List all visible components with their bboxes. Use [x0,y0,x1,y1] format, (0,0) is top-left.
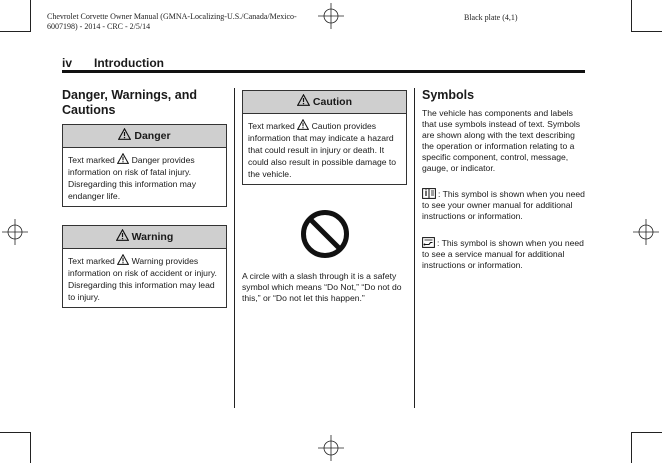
symbols-title: Symbols [422,88,475,102]
caution-box-header [243,91,406,114]
print-header-line1: Chevrolet Corvette Owner Manual (GMNA-Localizing-U.S./Canada/Mexico- [47,12,297,21]
caution-box [242,90,407,185]
warning-triangle-icon [117,254,129,265]
registration-mark-icon [2,219,28,245]
section-title: Introduction [94,56,164,70]
caution-box-body [243,114,406,184]
warning-triangle-icon [118,128,131,140]
crop-mark [0,432,30,433]
danger-box-body [63,148,226,206]
crop-mark [30,432,31,463]
left-column-heading [62,88,230,118]
crop-mark [631,0,632,32]
service-manual-icon [422,237,435,248]
crop-mark [0,31,30,32]
crop-mark [30,0,31,32]
column-divider [234,88,235,408]
section-rule [62,70,585,73]
warning-triangle-icon [117,153,129,164]
service-manual-symbol-note [422,237,587,271]
page-number: iv [62,56,73,70]
warning-text: Warning provides information on risk of accident or injury. Disregarding this information may lead to injury. [68,256,217,302]
print-header [47,12,297,32]
warning-triangle-icon [116,229,129,241]
text-prefix: Text marked [248,121,295,131]
crop-mark [632,31,662,32]
warning-label: Warning [131,231,174,243]
warning-box-header [63,226,226,249]
warning-triangle-icon [297,119,309,130]
danger-box [62,124,227,207]
caution-text: Caution provides information that may indicate a hazard that could result in injury or death. It could also result in possible damage to the vehicle. [248,121,397,179]
service-manual-symbol-text: : This symbol is shown when you need to see a service manual for additional instructions or information. [422,238,584,270]
symbols-heading [422,88,474,103]
prohibition-icon [299,208,351,260]
heading-line: Danger, Warnings, and [62,88,197,102]
crop-mark [632,432,662,433]
warning-box-body [63,249,226,307]
column-divider [414,88,415,408]
owner-manual-symbol-text: : This symbol is shown when you need to see your owner manual for additional instructions or information. [422,189,585,221]
black-plate-label: Black plate (4,1) [464,13,518,22]
text-prefix: Text marked [68,155,115,165]
owner-manual-symbol-note [422,188,587,222]
danger-box-header [63,125,226,148]
prohibition-caption: A circle with a slash through it is a safety symbol which means “Do Not,” “Do not do this,” or “Do not let this happen.” [242,271,402,303]
warning-triangle-icon [297,94,310,106]
crop-mark [631,432,632,463]
danger-label: Danger [134,130,171,142]
registration-mark-icon [633,219,659,245]
warning-box [62,225,227,308]
danger-text: Danger provides information on risk of fatal injury. Disregarding this information may endanger life. [68,155,197,201]
book-icon [422,188,436,199]
caution-label: Caution [312,96,352,108]
registration-mark-icon [318,3,344,29]
text-prefix: Text marked [68,256,115,266]
heading-line: Cautions [62,103,116,117]
print-header-line2: 6007198) - 2014 - CRC - 2/5/14 [47,22,151,31]
registration-mark-icon [318,435,344,461]
symbols-intro: The vehicle has components and labels that use symbols instead of text. Symbols are shown along with the text describing the operation or information relating to a specific component, control, message, gauge, or indicator. [422,108,581,173]
